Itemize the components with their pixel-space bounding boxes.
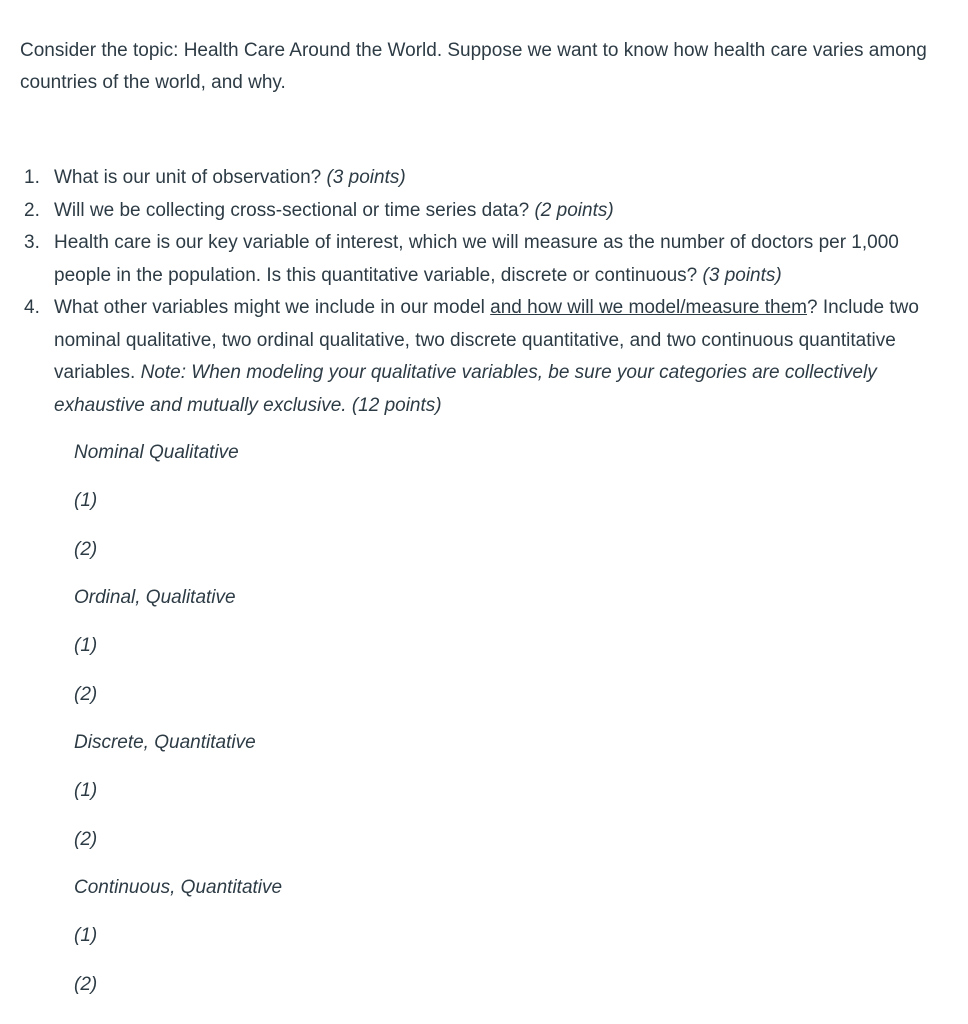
question-text: What other variables might we include in our model <box>54 297 485 318</box>
question-text: What is our unit of observation? <box>54 167 322 188</box>
question-text-continued: ? Include two nominal qualitative, two ordinal qualitative, two discrete quantitative, and two continuous quantitative variables. <box>54 297 919 383</box>
question-underlined-text: and how will we model/measure them <box>490 297 807 318</box>
question-points: (2 points) <box>534 199 614 221</box>
question-text: Health care is our key variable of interest, which we will measure as the number of doctors per 1,000 people in the population. Is this quantitative variable, discrete or continuous? <box>54 232 899 286</box>
group-heading-ordinal: Ordinal, Qualitative <box>74 587 236 608</box>
question-points: (3 points) <box>326 167 406 188</box>
question-number: 3. <box>24 232 40 253</box>
question-1 <box>20 162 950 195</box>
question-2 <box>20 195 950 228</box>
question-note: Note: When modeling your qualitative variables, be sure your categories are collectively exhaustive and mutually exclusive. <box>54 362 877 416</box>
answer-slot-2: (2) <box>74 539 98 560</box>
answer-slot-1: (1) <box>74 490 98 511</box>
answer-slot-2: (2) <box>74 829 98 850</box>
question-list <box>20 162 950 422</box>
group-heading-nominal: Nominal Qualitative <box>74 442 239 463</box>
question-3 <box>20 227 950 292</box>
intro-paragraph: Consider the topic: Health Care Around the World. Suppose we want to know how health care varies among countries of the world, and why. <box>20 40 927 93</box>
question-points: (12 points) <box>351 394 442 416</box>
question-number: 4. <box>24 297 40 318</box>
answer-slot-1: (1) <box>74 780 98 801</box>
question-4 <box>20 292 950 422</box>
group-heading-discrete: Discrete, Quantitative <box>74 732 256 753</box>
answer-slot-2: (2) <box>74 684 98 705</box>
answer-slot-1: (1) <box>74 635 98 656</box>
group-heading-continuous: Continuous, Quantitative <box>74 877 283 898</box>
question-number: 1. <box>24 167 40 188</box>
question-text: Will we be collecting cross-sectional or time series data? <box>54 199 530 221</box>
question-points: (3 points) <box>702 264 782 286</box>
answer-slot-1: (1) <box>74 925 98 946</box>
answer-slot-2: (2) <box>74 974 98 995</box>
question-number: 2. <box>24 199 40 221</box>
